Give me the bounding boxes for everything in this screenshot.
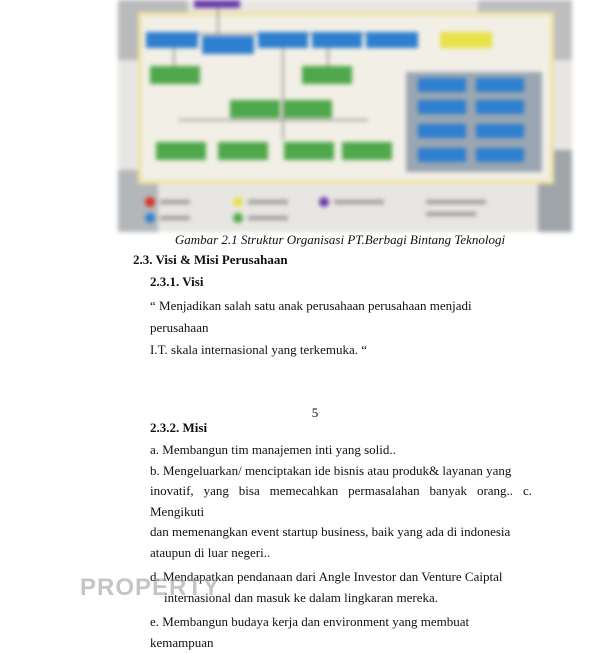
misi-item-a: a. Membangun tim manajemen inti yang solid.. <box>150 442 396 457</box>
misi-item-b-line-1: b. Mengeluarkan/ menciptakan ide bisnis atau produk& layanan yang <box>150 462 512 478</box>
visi-line-1: “ Menjadikan salah satu anak perusahaan perusahaan menjadi perusahaan <box>150 298 472 335</box>
misi-heading: 2.3.2. Misi <box>150 420 208 435</box>
misi-item-d-line-1: d. Mendapatkan pendanaan dari Angle Investor dan Venture Caiptal <box>150 569 503 584</box>
watermark: PROPERTY <box>80 574 221 601</box>
misi-item-b-line-4: ataupun di luar negeri.. <box>150 544 271 560</box>
misi-item-b-line-3: dan memenangkan event startup business, baik yang ada di indonesia <box>150 524 511 539</box>
page-number: 5 <box>311 405 319 420</box>
org-chart-figure <box>118 0 572 232</box>
misi-item-d-line-2: internasional dan masuk ke dalam lingkaran mereka. <box>164 589 438 605</box>
misi-item-e-line-1: e. Membangun budaya kerja dan environment yang membuat kemampuan <box>150 614 470 650</box>
visi-text <box>150 295 530 361</box>
misi-list <box>150 440 532 653</box>
visi-heading: 2.3.1. Visi <box>150 274 204 289</box>
visi-line-2: I.T. skala internasional yang terkemuka. “ <box>150 342 368 357</box>
misi-item-b-line-2: inovatif, yang bisa memecahkan permasalahan banyak orang.. c. Mengikuti <box>150 483 532 519</box>
section-heading: 2.3. Visi & Misi Perusahaan <box>133 252 288 267</box>
org-chart-image <box>118 0 572 232</box>
figure-caption: Gambar 2.1 Struktur Organisasi PT.Berbagi Bintang Teknologi <box>174 232 506 247</box>
